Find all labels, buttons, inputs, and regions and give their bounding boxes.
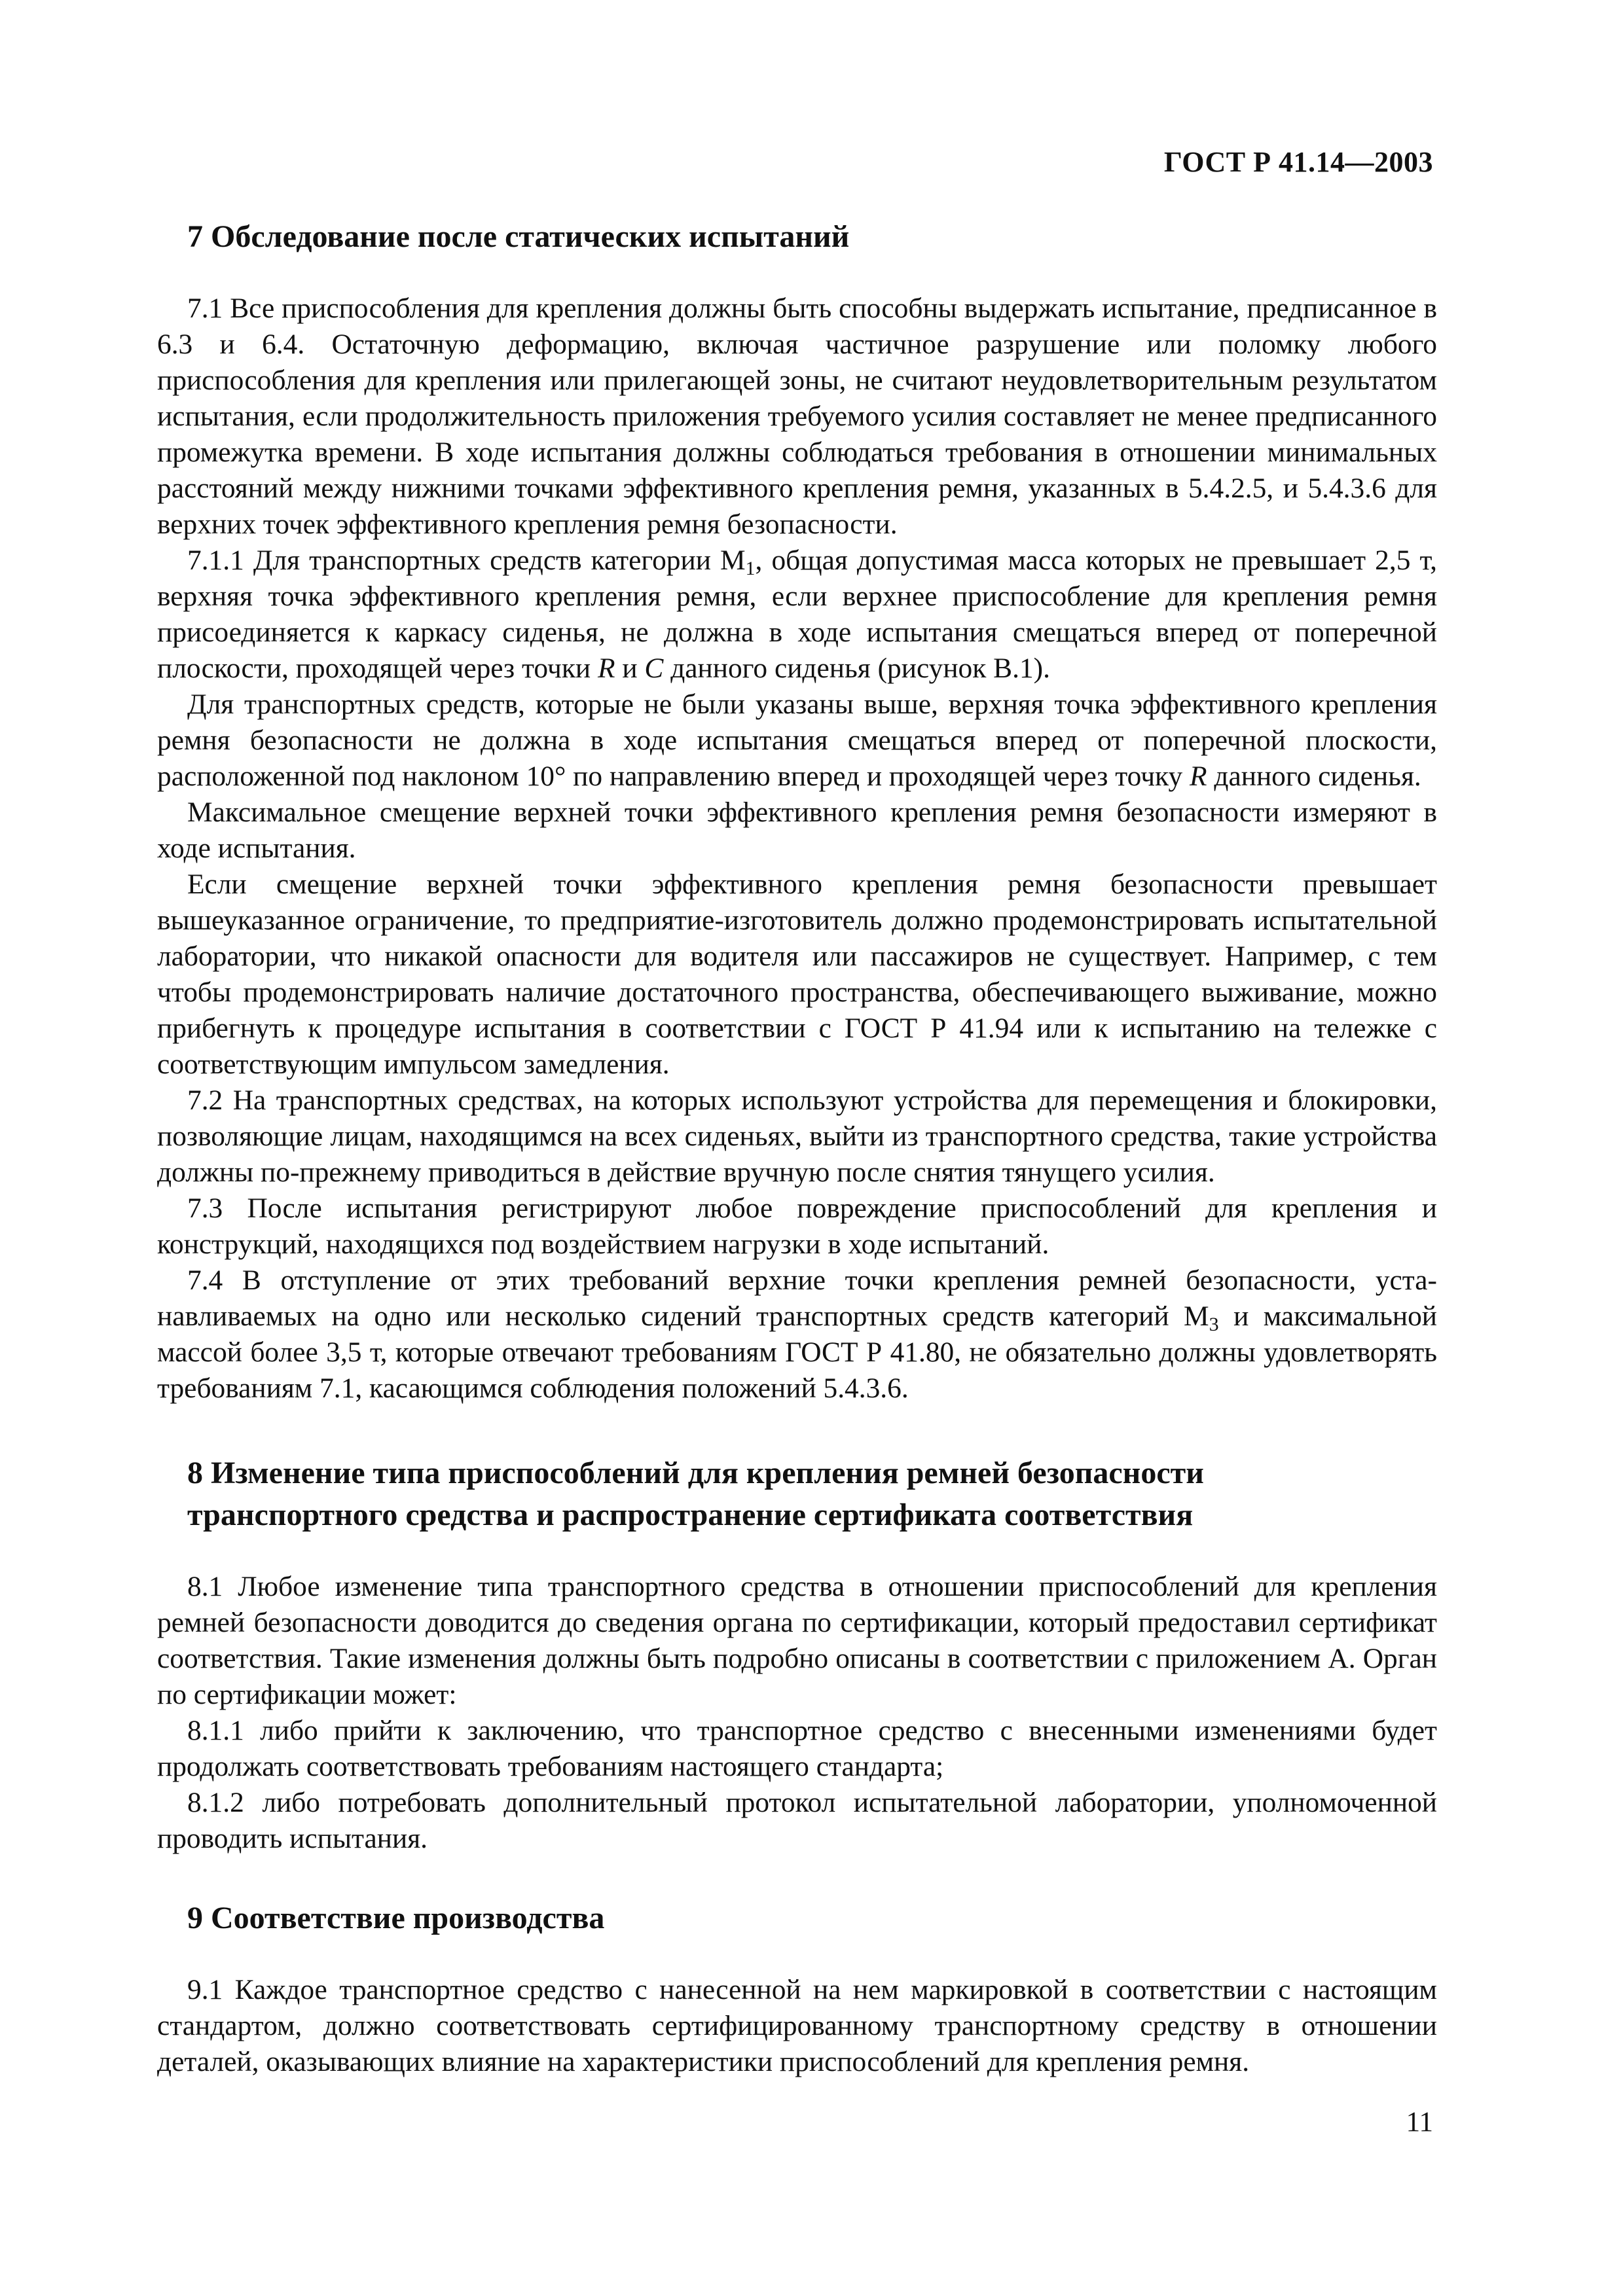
text-fragment: данного сиденья (рисунок В.1). xyxy=(663,653,1050,684)
text-fragment: Для транспортных средств, которые не были указаны выше, верхняя точка эффективного крепления ремня безопасности не должна в ходе испытания смещаться вперед от поперечной плоскости, расположенной под наклоном 10° по направлению вперед и проходящей через точку xyxy=(157,689,1437,792)
section-7-heading: 7 Обследование после статических испытаний xyxy=(187,219,850,254)
paragraph-7-4 xyxy=(157,1263,1437,1407)
paragraph-7-3: 7.3 После испытания регистрируют любое повреждение приспособлений для крепления и конструкций, находящихся под воздействием нагрузки в ходе испытаний. xyxy=(157,1193,1437,1260)
paragraph-8-1-2: 8.1.2 либо потребовать дополнительный протокол испытательной лаборатории, уполномоченной проводить испытания. xyxy=(157,1787,1437,1854)
subscript: 1 xyxy=(745,558,756,579)
section-9-heading: 9 Соответствие производства xyxy=(187,1901,605,1935)
text-fragment: 7.1.1 Для транспортных средств категории M xyxy=(187,545,746,576)
paragraph-if-exceeds: Если смещение верхней точки эффективного крепления ремня безопасности превышает вышеуказанное ограничение, то предприятие-изготовитель должно продемонстрировать испытательной лаборатории, что никакой опасности для водителя или пассажиров не существует. Например, с тем чтобы продемонстрировать наличие достаточного пространства, обеспечивающего выживание, можно прибегнуть к процедуре испытания в соответствии с ГОСТ Р 41.94 или к испытанию на тележке с соответствующим импульсом замедления. xyxy=(157,869,1437,1080)
paragraph-8-1-1: 8.1.1 либо прийти к заключению, что транспортное средство с внесенными изменениями будет продолжать соответствовать требованиям настоящего стандарта; xyxy=(157,1715,1437,1782)
text-fragment: , общая допустимая масса которых не превышает 2,5 т, верхняя точка эффективного крепления ремня, если верхнее приспособление для крепления ремня присоединяется к каркасу сиденья, не должна в ходе испытания смещаться вперед от поперечной плоскости, проходящей через точки xyxy=(157,545,1437,684)
paragraph-other-vehicles xyxy=(157,687,1437,795)
page-number: 11 xyxy=(1406,2107,1433,2138)
text-fragment: данного сиденья. xyxy=(1207,761,1421,792)
paragraph-7-1: 7.1 Все приспособления для крепления должны быть способны выдержать испытание, предписанное в 6.3 и 6.4. Остаточную деформацию, включая частичное разрушение или поломку любого приспособления для крепления или прилегающей зоны, не считают неудовлетворительным результатом испытания, если продолжительность приложения требуемого усилия составляет не менее предписанного промежутка времени. В ходе испытания должны соблюдаться требования в отношении минимальных расстояний между нижними точками эффективного крепления ремня, указанных в 5.4.2.5, и 5.4.3.6 для верхних точек эффективного крепления ремня безопасности. xyxy=(157,293,1437,540)
paragraph-7-2: 7.2 На транспортных средствах, на которых используют устройства для перемещения и блокировки, позволяющие лицам, находящимся на всех сиденьях, выйти из транспортного средства, такие устройства должны по-прежнему приводиться в действие вручную после снятия тянущего усилия. xyxy=(157,1085,1437,1188)
point-r-label: R xyxy=(597,653,615,684)
point-c-label: C xyxy=(644,653,664,684)
paragraph-8-1: 8.1 Любое изменение типа транспортного средства в отношении приспособлений для крепления ремней безопасности доводится до сведения органа по сертификации, который предоставил сертификат соответствия. Такие изменения должны быть подробно описаны в соответствии с приложением А. Орган по сертификации может: xyxy=(157,1571,1437,1710)
page-content xyxy=(157,216,1437,2080)
paragraph-7-1-1 xyxy=(157,543,1437,687)
section-8-heading xyxy=(157,1452,1437,1536)
text-fragment: 7.4 В отступление от этих требований верхние точки крепления ремней безопасности, устанавливаемых на одно или несколько сидений транспортных средств категорий M xyxy=(157,1265,1437,1332)
paragraph-max-displacement: Максимальное смещение верхней точки эффективного крепления ремня безопасности измеряют в ходе испытания. xyxy=(157,797,1437,864)
heading-line: 8 Изменение типа приспособлений для крепления ремней безопасности xyxy=(187,1456,1204,1490)
standard-code-header: ГОСТ Р 41.14—2003 xyxy=(1163,146,1433,178)
text-fragment: и максимальной массой более 3,5 т, которые отвечают требованиям ГОСТ Р 41.80, не обязательно должны удовлетворять требованиям 7.1, касающимся соблюдения положений 5.4.3.6. xyxy=(157,1300,1438,1404)
text-fragment: и xyxy=(615,653,645,684)
paragraph-9-1: 9.1 Каждое транспортное средство с нанесенной на нем маркировкой в соответствии с настоящим стандартом, должно соответствовать сертифицированному транспортному средству в отношении деталей, оказывающих влияние на характеристики приспособлений для крепления ремня. xyxy=(157,1974,1437,2077)
subscript: 3 xyxy=(1209,1314,1219,1335)
point-r-label: R xyxy=(1190,761,1207,792)
heading-line: транспортного средства и распространение сертификата соответствия xyxy=(187,1498,1194,1532)
